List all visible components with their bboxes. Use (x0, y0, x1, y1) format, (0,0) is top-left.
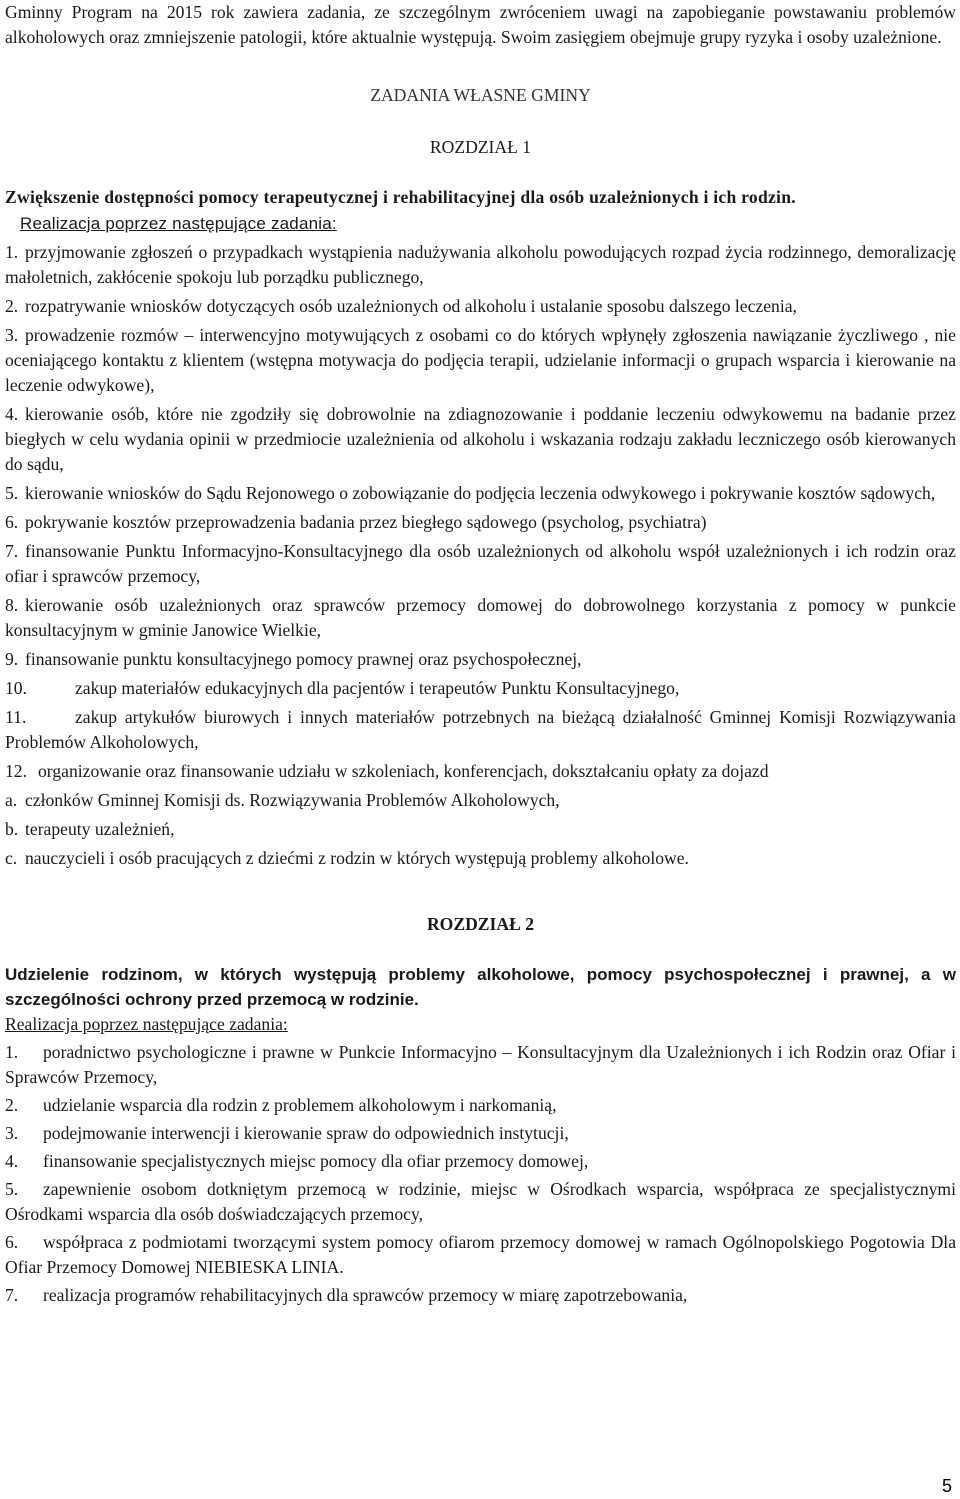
list-item: 3. prowadzenie rozmów – interwencyjno motywujących z osobami co do których wpłynęły zgłoszenia nawiązanie życzliwego , nie oceniającego kontaktu z klientem (wstępna motywacja do podjęcia terapii, udzielanie informacji o grupach wsparcia i kierowanie na leczenie odwykowe), (5, 325, 956, 395)
chapter1-subtitle: Zwiększenie dostępności pomocy terapeutycznej i rehabilitacyjnej dla osób uzależnionych i ich rodzin. (5, 187, 796, 207)
list-item: 9. finansowanie punktu konsultacyjnego pomocy prawnej oraz psychospołecznej, (5, 649, 582, 669)
list-item: 3. podejmowanie interwencji i kierowanie spraw do odpowiednich instytucji, (5, 1123, 569, 1143)
list-item: 4. kierowanie osób, które nie zgodziły się dobrowolnie na zdiagnozowanie i poddanie leczeniu odwykowemu na badanie przez biegłych w celu wydania opinii w przedmiocie uzależnienia od alkoholu i wskazania rodzaju zakładu leczniczego osób kierowanych do sądu, (5, 404, 956, 474)
intro-paragraph: Gminny Program na 2015 rok zawiera zadania, ze szczególnym zwróceniem uwagi na zapobieganie powstawaniu problemów alkoholowych oraz zmniejszenie patologii, które aktualnie występują. Swoim zasięgiem obejmuje grupy ryzyka i osoby uzależnione. (5, 2, 956, 47)
list-item: 1. przyjmowanie zgłoszeń o przypadkach wystąpienia nadużywania alkoholu powodujących rozpad życia rodzinnego, demoralizację małoletnich, zakłócenie spokoju lub porządku publicznego, (5, 242, 956, 287)
list-item: 2. udzielanie wsparcia dla rodzin z problemem alkoholowym i narkomanią, (5, 1095, 557, 1115)
list-item: 10. zakup materiałów edukacyjnych dla pacjentów i terapeutów Punktu Konsultacyjnego, (5, 678, 680, 698)
list-item: c. nauczycieli i osób pracujących z dziećmi z rodzin w których występują problemy alkoholowe. (5, 848, 689, 868)
list-item: 2. rozpatrywanie wniosków dotyczących osób uzależnionych od alkoholu i ustalanie sposobu dalszego leczenia, (5, 296, 797, 316)
list-item: 8. kierowanie osób uzależnionych oraz sprawców przemocy domowej do dobrowolnego korzystania z pomocy w punkcie konsultacyjnym w gminie Janowice Wielkie, (5, 595, 956, 640)
page-number: 5 (941, 1476, 952, 1496)
chapter2-task-list (5, 1040, 956, 1308)
list-item: 1. poradnictwo psychologiczne i prawne w Punkcie Informacyjno – Konsultacyjnym dla Uzależnionych i ich Rodzin oraz Ofiar i Sprawców Przemocy, (5, 1042, 956, 1087)
list-item: 12. organizowanie oraz finansowanie udziału w szkoleniach, konferencjach, dokształcaniu opłaty za dojazd (5, 761, 769, 781)
section-title: ZADANIA WŁASNE GMINY (370, 85, 591, 105)
chapter2-subtitle: Udzielenie rodzinom, w których występują problemy alkoholowe, pomocy psychospołecznej i prawnej, a w szczególności ochrony przed przemocą w rodzinie. (5, 965, 956, 1009)
list-item: a. członków Gminnej Komisji ds. Rozwiązywania Problemów Alkoholowych, (5, 790, 560, 810)
list-item: 6. pokrywanie kosztów przeprowadzenia badania przez biegłego sądowego (psycholog, psychiatra) (5, 512, 707, 532)
chapter1-task-list (5, 240, 956, 871)
list-item: 5. kierowanie wniosków do Sądu Rejonowego o zobowiązanie do podjęcia leczenia odwykowego i pokrywanie kosztów sądowych, (5, 483, 936, 503)
list-item: 7. realizacja programów rehabilitacyjnych dla sprawców przemocy w miarę zapotrzebowania, (5, 1285, 688, 1305)
list-item: 4. finansowanie specjalistycznych miejsc pomocy dla ofiar przemocy domowej, (5, 1151, 589, 1171)
chapter2-realizacja: Realizacja poprzez następujące zadania: (5, 1014, 288, 1034)
chapter1-realizacja: Realizacja poprzez następujące zadania: (20, 214, 337, 233)
list-item: 6. współpraca z podmiotami tworzącymi system pomocy ofiarom przemocy domowej w ramach Ogólnopolskiego Pogotowia Dla Ofiar Przemocy Domowej NIEBIESKA LINIA. (5, 1232, 956, 1277)
list-item: 5. zapewnienie osobom dotkniętym przemocą w rodzinie, miejsc w Ośrodkach wsparcia, współpraca ze specjalistycznymi Ośrodkami wsparcia dla osób doświadczających przemocy, (5, 1179, 956, 1224)
list-item: b. terapeuty uzależnień, (5, 819, 175, 839)
list-item: 7. finansowanie Punktu Informacyjno-Konsultacyjnego dla osób uzależnionych od alkoholu współ uzależnionych i ich rodzin oraz ofiar i sprawców przemocy, (5, 541, 956, 586)
chapter1-title: ROZDZIAŁ 1 (429, 137, 532, 157)
chapter2-title: ROZDZIAŁ 2 (426, 914, 535, 934)
list-item: 11. zakup artykułów biurowych i innych materiałów potrzebnych na bieżącą działalność Gminnej Komisji Rozwiązywania Problemów Alkoholowych, (5, 707, 956, 752)
